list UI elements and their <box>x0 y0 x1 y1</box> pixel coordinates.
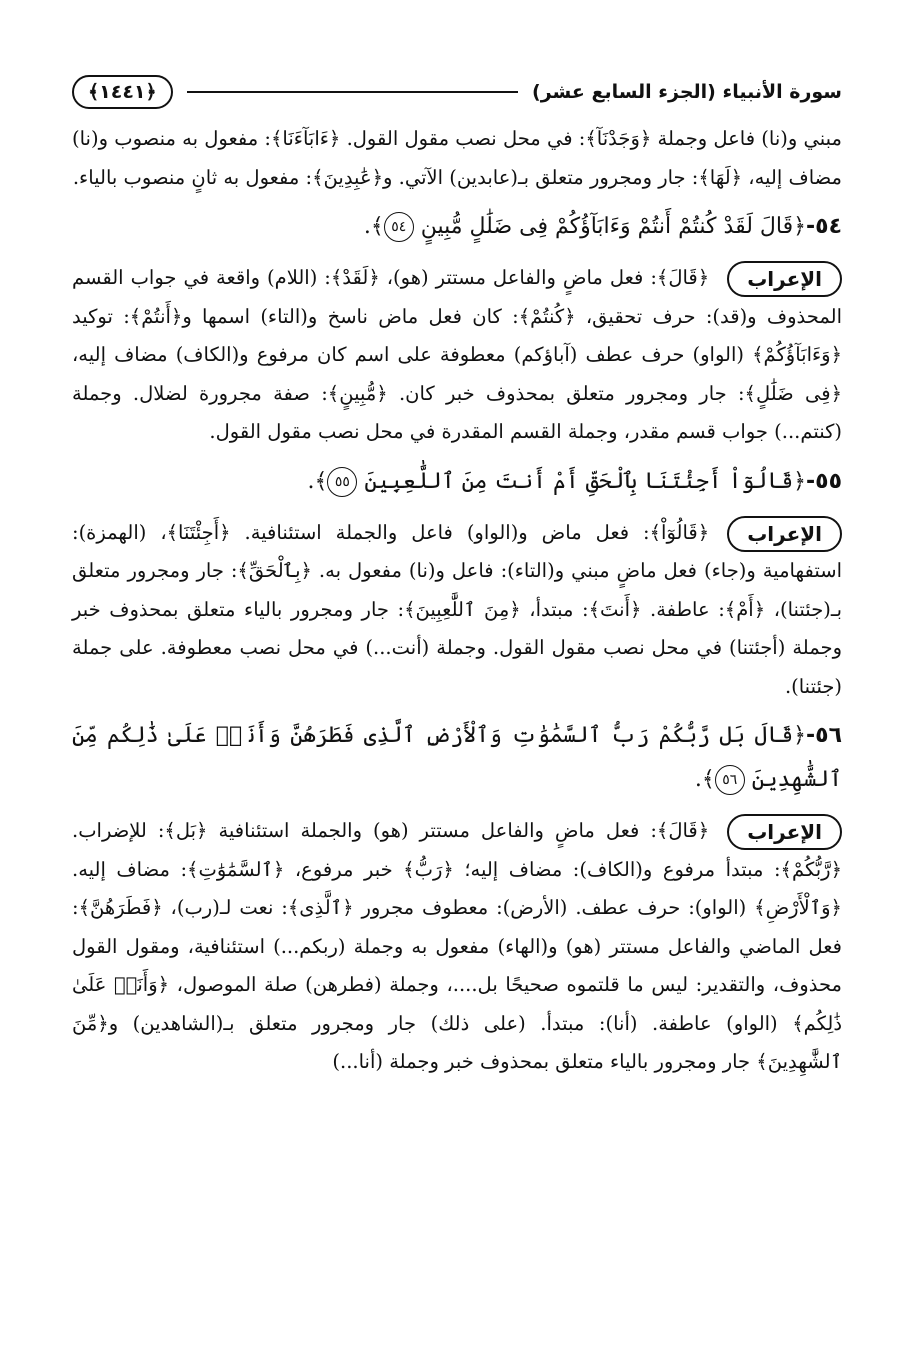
verse-number: ٥٥- <box>806 468 842 494</box>
verse-text: ﴿قَالُوٓاْ أَجِئْتَنَا بِٱلْحَقِّ أَمْ أَنتَ مِنَ ٱللَّٰعِبِينَ <box>364 468 806 494</box>
page <box>72 64 842 1315</box>
verse-number: ٥٤- <box>806 214 842 239</box>
ayah-mark: ٥٤ <box>384 212 414 242</box>
irab-55 <box>72 514 842 707</box>
irab-text: ﴿قَالُوٓاْ﴾: فعل ماض و(الواو) فاعل والجملة استئنافية. ﴿أَجِئْتَنَا﴾، (الهمزة): استفهامية و(جاء) فعل ماضٍ مبني و(التاء): فاعل و(نا) مفعول به. ﴿بِٱلْحَقِّ﴾: جار ومجرور متعلق بـ(جئتنا)، ﴿أَمْ﴾: عاطفة. ﴿أَنتَ﴾: مبتدأ، ﴿مِنَ ٱللَّٰعِبِينَ﴾: جار ومجرور بالياء متعلق بمحذوف خبر وجملة (أجئتنا) في محل نصب مقول القول. وجملة (أنت...) في محل نصب معطوفة. على جملة (جئتنا). <box>72 520 842 698</box>
irab-label: الإعراب <box>727 516 842 552</box>
page-content <box>72 120 842 1082</box>
header-rule <box>187 91 518 93</box>
irab-label: الإعراب <box>727 261 842 297</box>
verse-number: ٥٦- <box>806 723 842 748</box>
page-number: ﴿١٤٤١﴾ <box>72 75 173 109</box>
irab-54 <box>72 259 842 452</box>
verse-56 <box>72 714 842 802</box>
verse-54 <box>72 205 842 249</box>
ayah-mark: ٥٥ <box>327 467 357 497</box>
page-header <box>72 64 842 120</box>
verse-close: ﴾. <box>694 767 715 792</box>
irab-56 <box>72 812 842 1082</box>
verse-text: ﴿قَالَ بَل رَّبُّكُمْ رَبُّ ٱلسَّمَٰوَٰتِ وَٱلْأَرْضِ ٱلَّذِى فَطَرَهُنَّ وَأَنَا۠ عَلَىٰ ذَٰلِكُم مِّنَ ٱلشَّٰهِدِينَ <box>72 723 842 792</box>
irab-text: ﴿قَالَ﴾: فعل ماضٍ والفاعل مستتر (هو) والجملة استئنافية ﴿بَل﴾: للإضراب. ﴿رَّبُّكُمْ﴾: مبتدأ مرفوع و(الكاف): مضاف إليه؛ ﴿رَبُّ﴾ خبر مرفوع، ﴿ٱلسَّمَٰوَٰتِ﴾: مضاف إليه. ﴿وَٱلْأَرْضِ﴾ (الواو): حرف عطف. (الأرض): معطوف مجرور ﴿ٱلَّذِى﴾: نعت لـ(رب)، ﴿فَطَرَهُنَّ﴾: فعل الماضي والفاعل مستتر (هو) و(الهاء) مفعول به وجملة (ربكم...) استئنافية، ومقول القول محذوف، والتقدير: ليس ما قلتموه صحيحًا بل....، وجملة (فطرهن) صلة الموصول، ﴿وَأَنَا۠ عَلَىٰ ذَٰلِكُم﴾ (الواو) عاطفة. (أنا): مبتدأ. (على ذلك) جار ومجرور متعلق بـ(الشاهدين) و﴿مِّنَ ٱلشَّٰهِدِينَ﴾ جار ومجرور بالياء متعلق بمحذوف خبر وجملة (أنا...) <box>72 819 842 1073</box>
intro-paragraph: مبني و(نا) فاعل وجملة ﴿وَجَدْنَآ﴾: في محل نصب مقول القول. ﴿ءَابَآءَنَا﴾: مفعول به منصوب و(نا) مضاف إليه، ﴿لَهَا﴾: جار ومجرور متعلق بـ(عابدين) الآتي. و﴿عَٰبِدِينَ﴾: مفعول به ثانٍ منصوب بالياء. <box>72 127 842 189</box>
irab-label: الإعراب <box>727 814 842 850</box>
irab-text: ﴿قَالَ﴾: فعل ماضٍ والفاعل مستتر (هو)، ﴿لَقَدْ﴾: (اللام) واقعة في جواب القسم المحذوف و(قد): حرف تحقيق، ﴿كُنتُمْ﴾: كان فعل ماض ناسخ و(التاء) اسمها و﴿أَنتُمْ﴾: توكيد ﴿وَءَابَآؤُكُمْ﴾ (الواو) حرف عطف (آباؤكم) معطوفة على اسم كان مرفوع و(الكاف) مضاف إليه، ﴿فِى ضَلَٰلٍ﴾: جار ومجرور متعلق بمحذوف خبر كان. ﴿مُّبِينٍ﴾: صفة مجرورة لضلال. وجملة (كنتم...) جواب قسم مقدر، وجملة القسم المقدرة في محل نصب مقول القول. <box>72 266 842 443</box>
verse-text: ﴿قَالَ لَقَدْ كُنتُمْ أَنتُمْ وَءَابَآؤُكُمْ فِى ضَلَٰلٍ مُّبِينٍ <box>420 214 806 239</box>
ayah-mark: ٥٦ <box>715 765 745 795</box>
running-head: سورة الأنبياء (الجزء السابع عشر) <box>532 81 842 103</box>
verse-close: ﴾. <box>363 214 384 239</box>
verse-55 <box>72 460 842 504</box>
verse-close: ﴾. <box>307 468 328 494</box>
